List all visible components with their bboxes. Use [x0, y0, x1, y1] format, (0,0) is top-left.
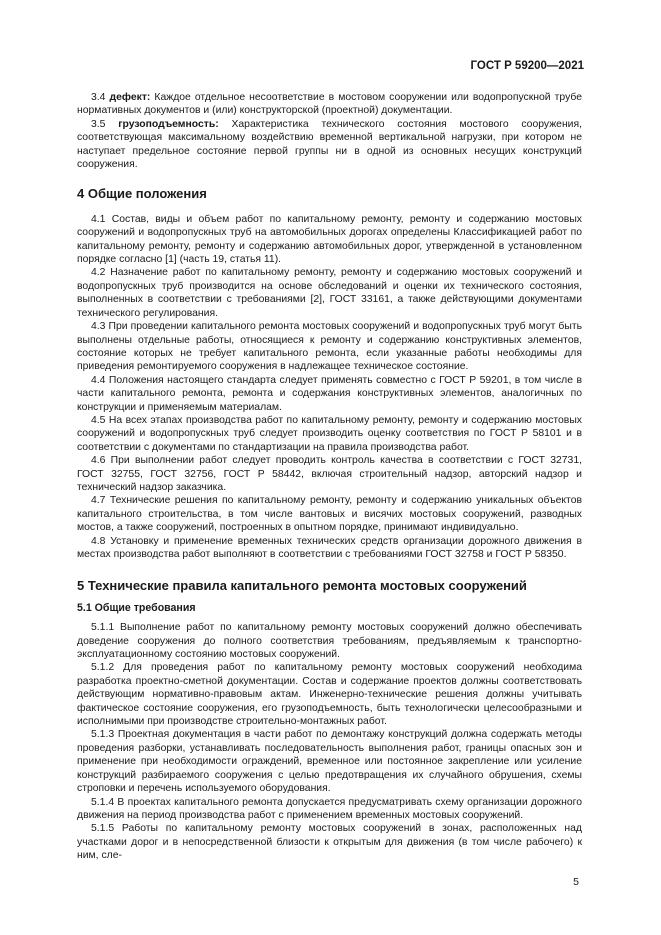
paragraph-5-1-3: 5.1.3 Проектная документация в части работ по демонтажу конструкций должна содержать методы проведения разборки, устанавливать последовательность выполнения работ, границы опасных зон и применение при необходимости ограждений, временное или постоянное закрепление или усиление конструкций разбираемого сооружения с целью предотвращения их случайного обрушения, схемы строповки и перечень используемого оборудования. [77, 729, 582, 795]
document-code: ГОСТ Р 59200—2021 [470, 60, 584, 72]
definition-3-4 [77, 91, 582, 118]
paragraph-5-1-5: 5.1.5 Работы по капитальному ремонту мостовых сооружений в зонах, расположенных над участками дорог и в непосредственной близости к открытым для движения (в том числе рабочего) к ним, сле- [77, 823, 582, 862]
paragraph-5-1-1: 5.1.1 Выполнение работ по капитальному ремонту мостовых сооружений должно обеспечивать доведение сооружения до полного соответствия требованиям, предъявляемым к транспортно-эксплуатационному состоянию мостовых сооружений. [77, 622, 582, 661]
paragraph-4-6: 4.6 При выполнении работ следует проводить контроль качества в соответствии с ГОСТ 32731, ГОСТ 32755, ГОСТ 32756, ГОСТ Р 58442, включая строительный надзор, авторский надзор и технический надзор заказчика. [77, 455, 582, 493]
definition-term: дефект: [109, 92, 151, 103]
paragraph-4-1: 4.1 Состав, виды и объем работ по капитальному ремонту, ремонту и содержанию мостовых сооружений и водопропускных труб на автомобильных дорогах определены Классификацией работ по капитальному ремонту, ремонту и содержанию автомобильных дорог, утвержденной в установленном порядке согласно [1] (часть 19, статья 11). [77, 213, 582, 266]
definition-text: Характеристика технического состояния мостового сооружения, соответствующая максимальному воздействию временной вертикальной нагрузки, при котором не наступает предельное состояние первой группы ни в одной из основных несущих конструкций сооружения. [77, 118, 582, 171]
paragraph-5-1-4: 5.1.4 В проектах капитального ремонта допускается предусматривать схему организации дорожного движения на период производства работ с применением временных мостовых сооружений. [77, 796, 582, 821]
page-content [77, 91, 582, 863]
paragraph-4-7: 4.7 Технические решения по капитальному ремонту, ремонту и содержанию уникальных объектов капитального строительства, в том числе вантовых и висячих мостовых сооружений, разводных мостов, а также сооружений, построенных в опытном порядке, принимают индивидуально. [77, 495, 582, 534]
definition-number: 3.4 [91, 92, 106, 103]
paragraph-4-5: 4.5 На всех этапах производства работ по капитальному ремонту, ремонту и содержанию мостовых сооружений и водопропускных труб следует производить оценку соответствия по ГОСТ Р 58101 и в соответствии с документами по стандартизации на правила производства работ. [77, 414, 582, 453]
paragraph-4-8: 4.8 Установку и применение временных технических средств организации дорожного движения в местах производства работ выполняют в соответствии с требованиями ГОСТ 32758 и ГОСТ Р 58350. [77, 535, 582, 560]
paragraph-4-4: 4.4 Положения настоящего стандарта следует применять совместно с ГОСТ Р 59201, в том числе в части капитального ремонта, ремонта и содержания конструктивных элементов, аналогичных по конструкции и применяемым материалам. [77, 374, 582, 413]
subsection-5-1-heading: 5.1 Общие требования [77, 601, 196, 614]
section-4-heading: 4 Общие положения [77, 186, 207, 202]
definition-text: Каждое отдельное несоответствие в мостовом сооружении или водопропускной трубе нормативных документов и (или) конструкторской (проектной) документации. [77, 92, 583, 117]
definition-number: 3.5 [91, 118, 106, 130]
definition-3-5 [77, 118, 582, 172]
section-5-heading: 5 Технические правила капитального ремонта мостовых сооружений [77, 578, 527, 594]
paragraph-5-1-2: 5.1.2 Для проведения работ по капитальному ремонту мостовых сооружений необходима разработка проектно-сметной документации. Состав и содержание проектов должны соответствовать действующим нормативно-правовым актам. Инженерно-технические решения должны учитывать фактическое состояние сооружения, его грузоподъемность, быть технологически целесообразными и исполнимыми при производстве строительно-монтажных работ. [77, 662, 582, 728]
page-number: 5 [573, 876, 579, 888]
paragraph-4-3: 4.3 При проведении капитального ремонта мостовых сооружений и водопропускных труб могут быть выполнены отдельные работы, относящиеся к ремонту и содержанию конструктивных элементов, состояние которых не требует капитального ремонта, если указанные работы необходимы для приведения ремонтируемого сооружения в надлежащее техническое состояние. [77, 321, 582, 373]
paragraph-4-2: 4.2 Назначение работ по капитальному ремонту, ремонту и содержанию мостовых сооружений и водопропускных труб производится на основе обследований и оценки их технического состояния, выполненных в соответствии с требованиями [2], ГОСТ 33161, а также действующими документами технического регулирования. [77, 267, 582, 319]
definition-term: грузоподъемность: [118, 118, 219, 130]
